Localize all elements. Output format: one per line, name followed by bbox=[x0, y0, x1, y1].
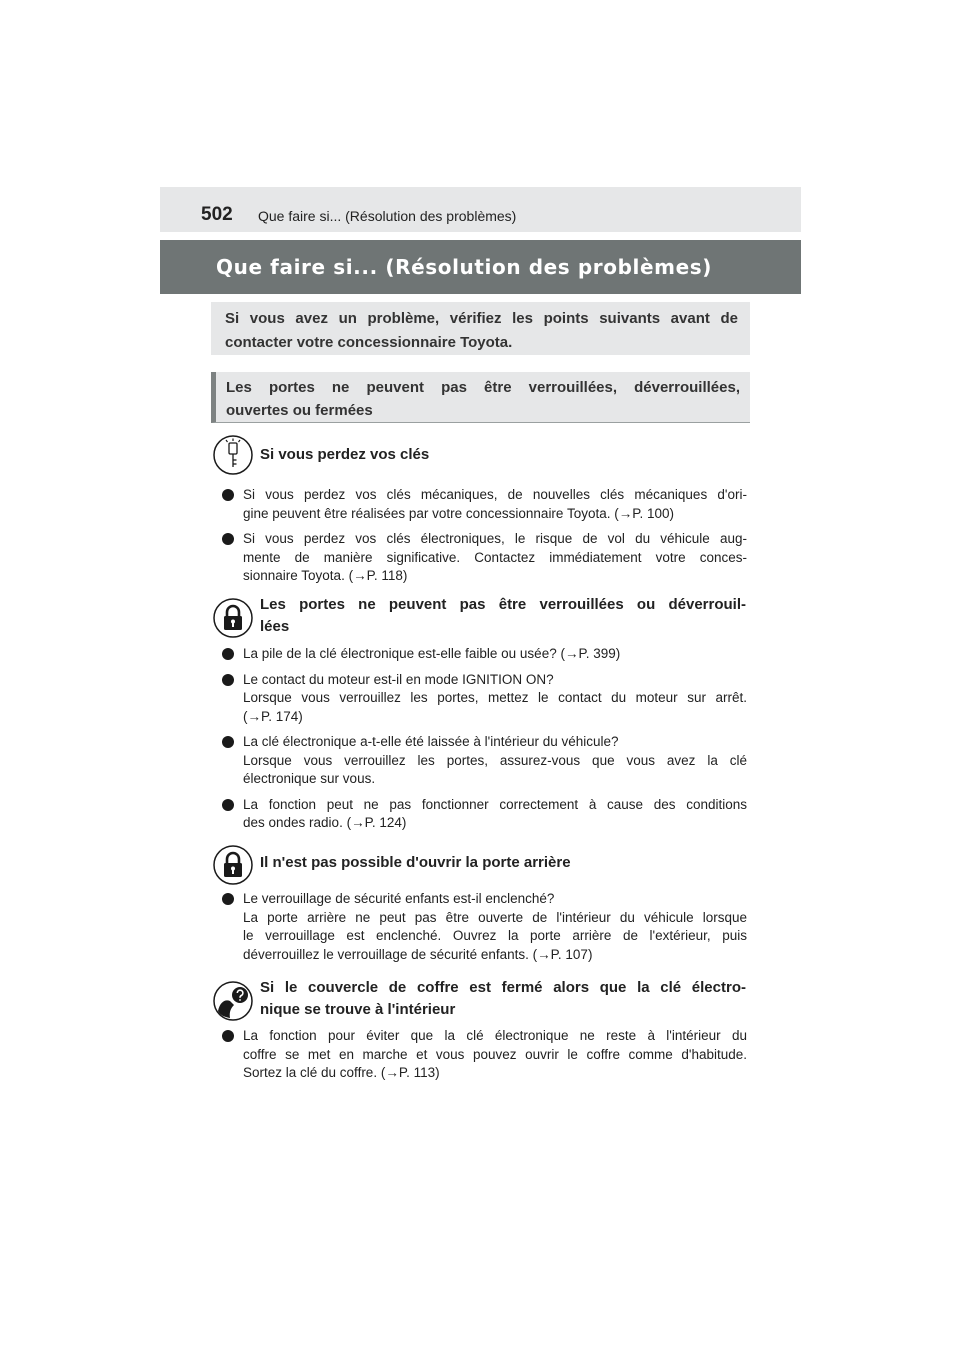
subsection-heading-line: Si le couvercle de coffre est fermé alors que la clé électro- bbox=[260, 979, 746, 996]
list-item bbox=[222, 671, 747, 727]
bullet-icon bbox=[222, 674, 234, 686]
list-item bbox=[222, 890, 747, 964]
list-item-line: La clé électronique a-t-elle été laissée à l'intérieur du véhicule? bbox=[243, 734, 619, 749]
subsection-heading-line: nique se trouve à l'intérieur bbox=[260, 1001, 456, 1018]
title-band bbox=[160, 240, 801, 294]
key-icon bbox=[213, 435, 253, 475]
bullet-icon bbox=[222, 1030, 234, 1042]
lock-icon bbox=[213, 598, 253, 638]
page-number: 502 bbox=[201, 204, 233, 225]
bullet-icon bbox=[222, 736, 234, 748]
list-item-line: La fonction peut ne pas fonctionner correctement à cause des conditions bbox=[243, 796, 747, 812]
list-item-line: Sortez la clé du coffre. (→P. 113) bbox=[243, 1065, 440, 1080]
section-heading-line: Les portes ne peuvent pas être verrouillées, déverrouillées, bbox=[226, 379, 740, 396]
bullet-list bbox=[222, 890, 747, 971]
subsection-heading-line: lées bbox=[260, 618, 290, 635]
bullet-list bbox=[222, 645, 747, 840]
bullet-icon bbox=[222, 799, 234, 811]
intro-box bbox=[211, 302, 750, 355]
subsection-heading-line: Il n'est pas possible d'ouvrir la porte arrière bbox=[260, 854, 571, 871]
list-item-line: La porte arrière ne peut pas être ouverte de l'intérieur du véhicule lorsque bbox=[243, 909, 747, 925]
list-item-line: (→P. 174) bbox=[243, 708, 303, 724]
intro-line: Si vous avez un problème, vérifiez les points suivants avant de bbox=[225, 310, 738, 327]
list-item bbox=[222, 796, 747, 833]
list-item-line: sionnaire Toyota. (→P. 118) bbox=[243, 568, 408, 583]
bullet-list bbox=[222, 1027, 747, 1090]
help-icon bbox=[213, 981, 253, 1021]
section-heading bbox=[211, 372, 750, 423]
list-item-line: La fonction pour éviter que la clé électronique ne reste à l'intérieur du bbox=[243, 1028, 747, 1043]
list-item-line: Lorsque vous verrouillez les portes, mettez le contact du moteur sur arrêt. bbox=[243, 690, 747, 705]
page-header bbox=[160, 187, 801, 232]
subsection-heading-line: Si vous perdez vos clés bbox=[260, 446, 430, 463]
list-item-line: mente de manière significative. Contactez immédiatement votre conces- bbox=[243, 549, 747, 565]
list-item bbox=[222, 486, 747, 523]
running-head: Que faire si... (Résolution des problèmes) bbox=[258, 208, 517, 224]
bullet-icon bbox=[222, 893, 234, 905]
bullet-icon bbox=[222, 533, 234, 545]
list-item-line: Le contact du moteur est-il en mode IGNITION ON? bbox=[243, 671, 554, 687]
list-item-line: gine peuvent être réalisées par votre concessionnaire Toyota. (→P. 100) bbox=[243, 505, 675, 521]
list-item-line: Le verrouillage de sécurité enfants est-il enclenché? bbox=[243, 891, 555, 906]
list-item-line: Lorsque vous verrouillez les portes, assurez-vous que vous avez la clé bbox=[243, 752, 747, 768]
list-item bbox=[222, 1027, 747, 1083]
list-item-line: déverrouillez le verrouillage de sécurité enfants. (→P. 107) bbox=[243, 946, 593, 962]
section-heading-line: ouvertes ou fermées bbox=[226, 402, 373, 419]
list-item-line: électronique sur vous. bbox=[243, 771, 376, 786]
bullet-list bbox=[222, 486, 747, 593]
list-item bbox=[222, 530, 747, 586]
subsection-heading-line: Les portes ne peuvent pas être verrouillées ou déverrouil- bbox=[260, 596, 746, 613]
list-item-line: La pile de la clé électronique est-elle faible ou usée? (→P. 399) bbox=[243, 646, 621, 661]
list-item bbox=[222, 733, 747, 789]
list-item-line: Si vous perdez vos clés mécaniques, de nouvelles clés mécaniques d'ori- bbox=[243, 487, 747, 502]
subsection-heading bbox=[260, 852, 746, 874]
list-item-line: le verrouillage est enclenché. Ouvrez la porte arrière de l'extérieur, puis bbox=[243, 928, 747, 943]
subsection-heading bbox=[260, 594, 746, 638]
lock-icon bbox=[213, 845, 253, 885]
intro-line: contacter votre concessionnaire Toyota. bbox=[225, 334, 513, 351]
list-item-line: Si vous perdez vos clés électroniques, le risque de vol du véhicule aug- bbox=[243, 531, 747, 546]
list-item-line: des ondes radio. (→P. 124) bbox=[243, 815, 407, 830]
page-title: Que faire si... (Résolution des problèmes) bbox=[216, 255, 712, 279]
bullet-icon bbox=[222, 648, 234, 660]
subsection-heading bbox=[260, 977, 746, 1021]
list-item bbox=[222, 645, 747, 664]
list-item-line: coffre se met en marche et vous pouvez ouvrir le coffre comme d'habitude. bbox=[243, 1046, 747, 1062]
subsection-heading bbox=[260, 444, 746, 466]
bullet-icon bbox=[222, 489, 234, 501]
